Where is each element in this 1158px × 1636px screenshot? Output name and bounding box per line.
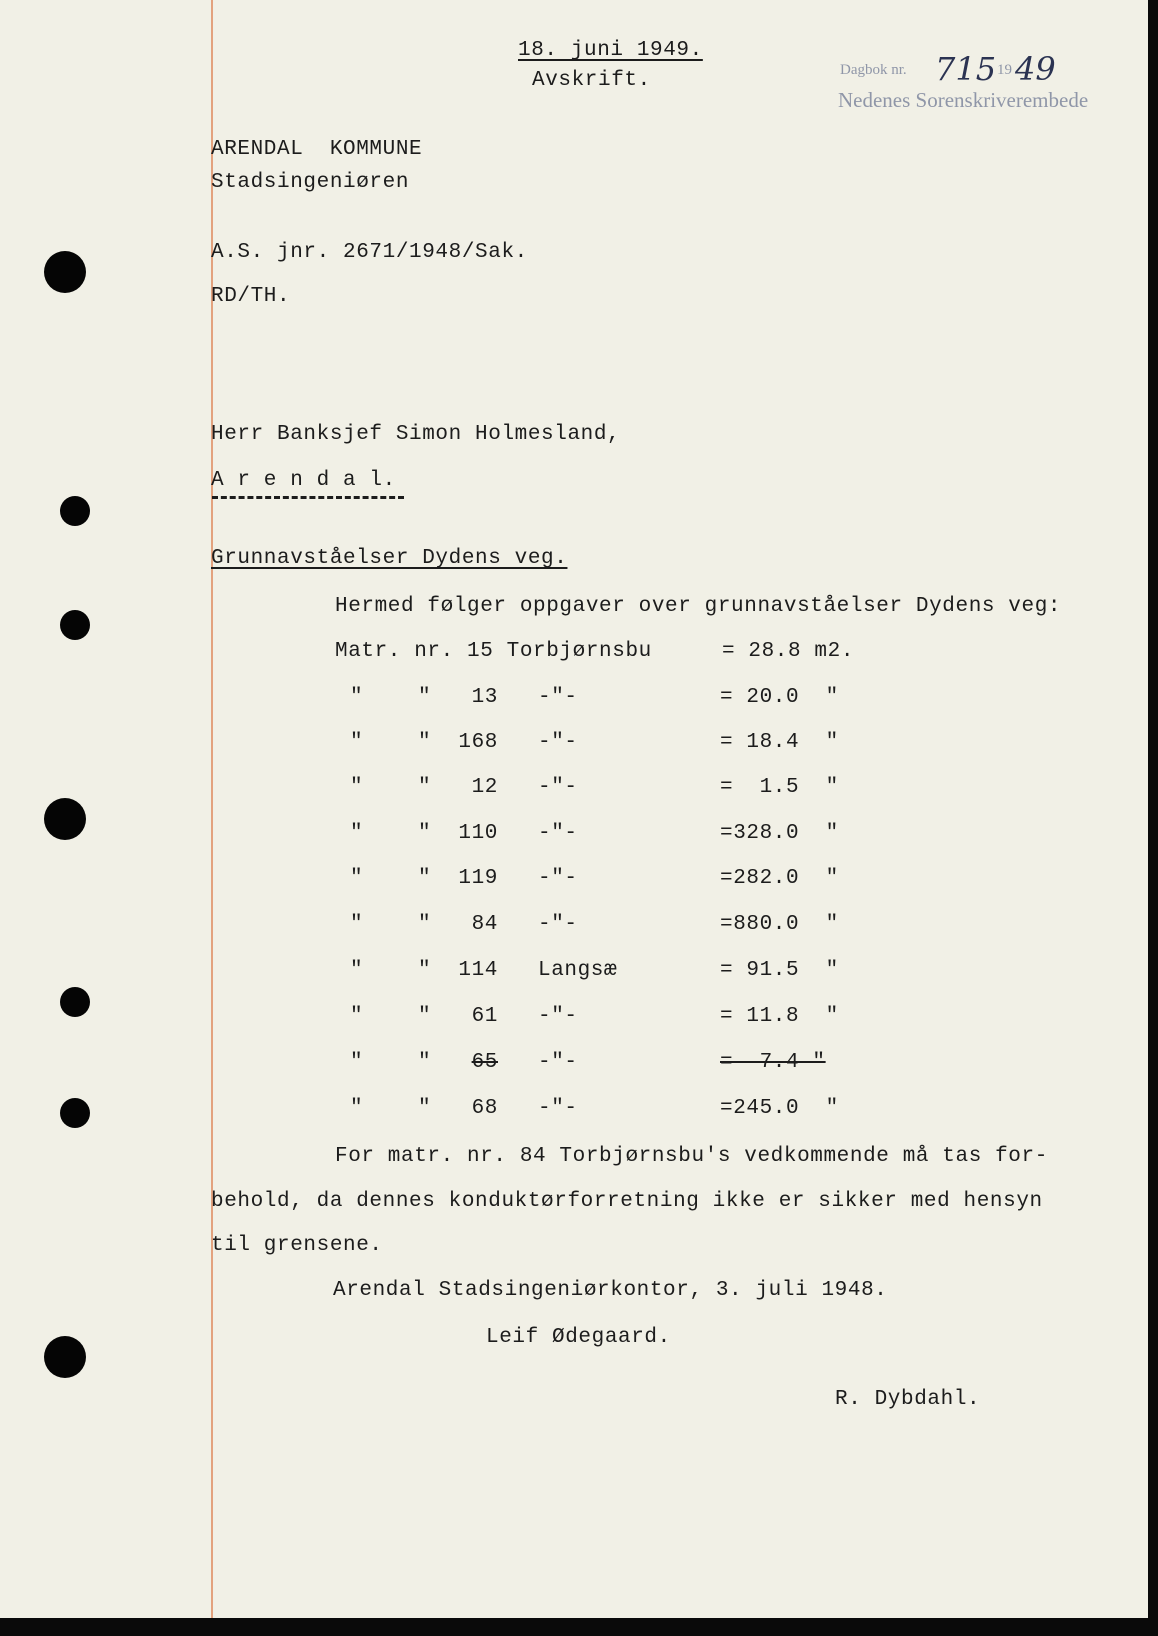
stamp-dagbok-number: 715 — [935, 50, 997, 88]
ditto-mark: " — [350, 776, 364, 799]
sender-line1: ARENDAL KOMMUNE — [211, 138, 423, 161]
parcel-number: 61 — [471, 1005, 498, 1028]
parcel-location: -"- — [538, 1005, 578, 1028]
stamp-dagbok-label: Dagbok nr. — [840, 62, 907, 78]
journal-reference: A.S. jnr. 2671/1948/Sak. — [211, 241, 528, 264]
ditto-mark: " — [350, 913, 364, 936]
signature-name-2: R. Dybdahl. — [835, 1388, 981, 1411]
punch-hole — [60, 987, 90, 1017]
parcel-location: -"- — [538, 822, 578, 845]
parcel-number: 110 — [458, 822, 498, 845]
sender-line2: Stadsingeniøren — [211, 171, 410, 194]
subject: Grunnavståelser Dydens veg. — [211, 547, 568, 570]
ditto-mark: " — [350, 1051, 364, 1074]
ditto-mark: " — [418, 822, 432, 845]
parcel-location: -"- — [538, 776, 578, 799]
punch-hole — [60, 610, 90, 640]
punch-hole — [60, 496, 90, 526]
stamp-year-printed: 19 — [997, 62, 1012, 78]
ditto-mark: " — [350, 731, 364, 754]
note-line2: behold, da dennes konduktørforretning ikke er sikker med hensyn — [211, 1190, 1043, 1213]
row-label: Matr. nr. 15 Torbjørnsbu — [335, 640, 652, 663]
parcel-number-struck: 65 — [471, 1051, 498, 1074]
parcel-location: -"- — [538, 913, 578, 936]
punch-hole — [60, 1098, 90, 1128]
parcel-area: = 18.4 " — [720, 731, 839, 754]
parcel-number: 12 — [471, 776, 498, 799]
note-line3: til grensene. — [211, 1234, 383, 1257]
ditto-mark: " — [418, 1097, 432, 1120]
parcel-location: -"- — [538, 1097, 578, 1120]
parcel-area: =880.0 " — [720, 913, 839, 936]
ditto-mark: " — [418, 959, 432, 982]
intro-text: Hermed følger oppgaver over grunnavståelser Dydens veg: — [335, 595, 1062, 618]
recipient-name: Herr Banksjef Simon Holmesland, — [211, 423, 621, 446]
ditto-mark: " — [350, 1097, 364, 1120]
parcel-area: = 20.0 " — [720, 686, 839, 709]
ditto-mark: " — [350, 686, 364, 709]
ditto-mark: " — [418, 686, 432, 709]
parcel-area: =282.0 " — [720, 867, 839, 890]
ditto-mark: " — [418, 867, 432, 890]
parcel-number: 68 — [471, 1097, 498, 1120]
parcel-area: = 91.5 " — [720, 959, 839, 982]
ditto-mark: " — [350, 867, 364, 890]
parcel-number: 84 — [471, 913, 498, 936]
parcel-number: 168 — [458, 731, 498, 754]
ditto-mark: " — [350, 822, 364, 845]
stamp-office: Nedenes Sorenskriverembede — [838, 88, 1089, 112]
ditto-mark: " — [418, 731, 432, 754]
ditto-mark: " — [418, 1005, 432, 1028]
parcel-location: -"- — [538, 686, 578, 709]
punch-hole — [44, 251, 86, 293]
parcel-location: -"- — [538, 1051, 578, 1074]
parcel-number: 119 — [458, 867, 498, 890]
parcel-area: = 1.5 " — [720, 776, 839, 799]
stamp-year-hand: 49 — [1015, 50, 1056, 88]
parcel-area: =328.0 " — [720, 822, 839, 845]
place-date: Arendal Stadsingeniørkontor, 3. juli 1948. — [333, 1279, 888, 1302]
parcel-area-struck: = 7.4 " — [720, 1051, 826, 1074]
ditto-mark: " — [418, 776, 432, 799]
document-type: Avskrift. — [532, 69, 651, 92]
document-date: 18. juni 1949. — [518, 39, 703, 62]
parcel-number: 114 — [458, 959, 498, 982]
punch-hole — [44, 798, 86, 840]
parcel-location: -"- — [538, 731, 578, 754]
ditto-mark: " — [418, 1051, 432, 1074]
ditto-mark: " — [418, 913, 432, 936]
signature-name-1: Leif Ødegaard. — [486, 1326, 671, 1349]
note-line1: For matr. nr. 84 Torbjørnsbu's vedkommende må tas for- — [335, 1145, 1048, 1168]
ditto-mark: " — [350, 959, 364, 982]
punch-hole — [44, 1336, 86, 1378]
initials: RD/TH. — [211, 285, 291, 308]
city-underline — [212, 496, 404, 499]
recipient-city: A r e n d a l. — [211, 469, 396, 492]
parcel-location: -"- — [538, 867, 578, 890]
parcel-location: Langsæ — [538, 959, 618, 982]
parcel-number: 13 — [471, 686, 498, 709]
ditto-mark: " — [350, 1005, 364, 1028]
parcel-area: = 11.8 " — [720, 1005, 839, 1028]
parcel-area: =245.0 " — [720, 1097, 839, 1120]
row-value: = 28.8 m2. — [722, 640, 855, 663]
